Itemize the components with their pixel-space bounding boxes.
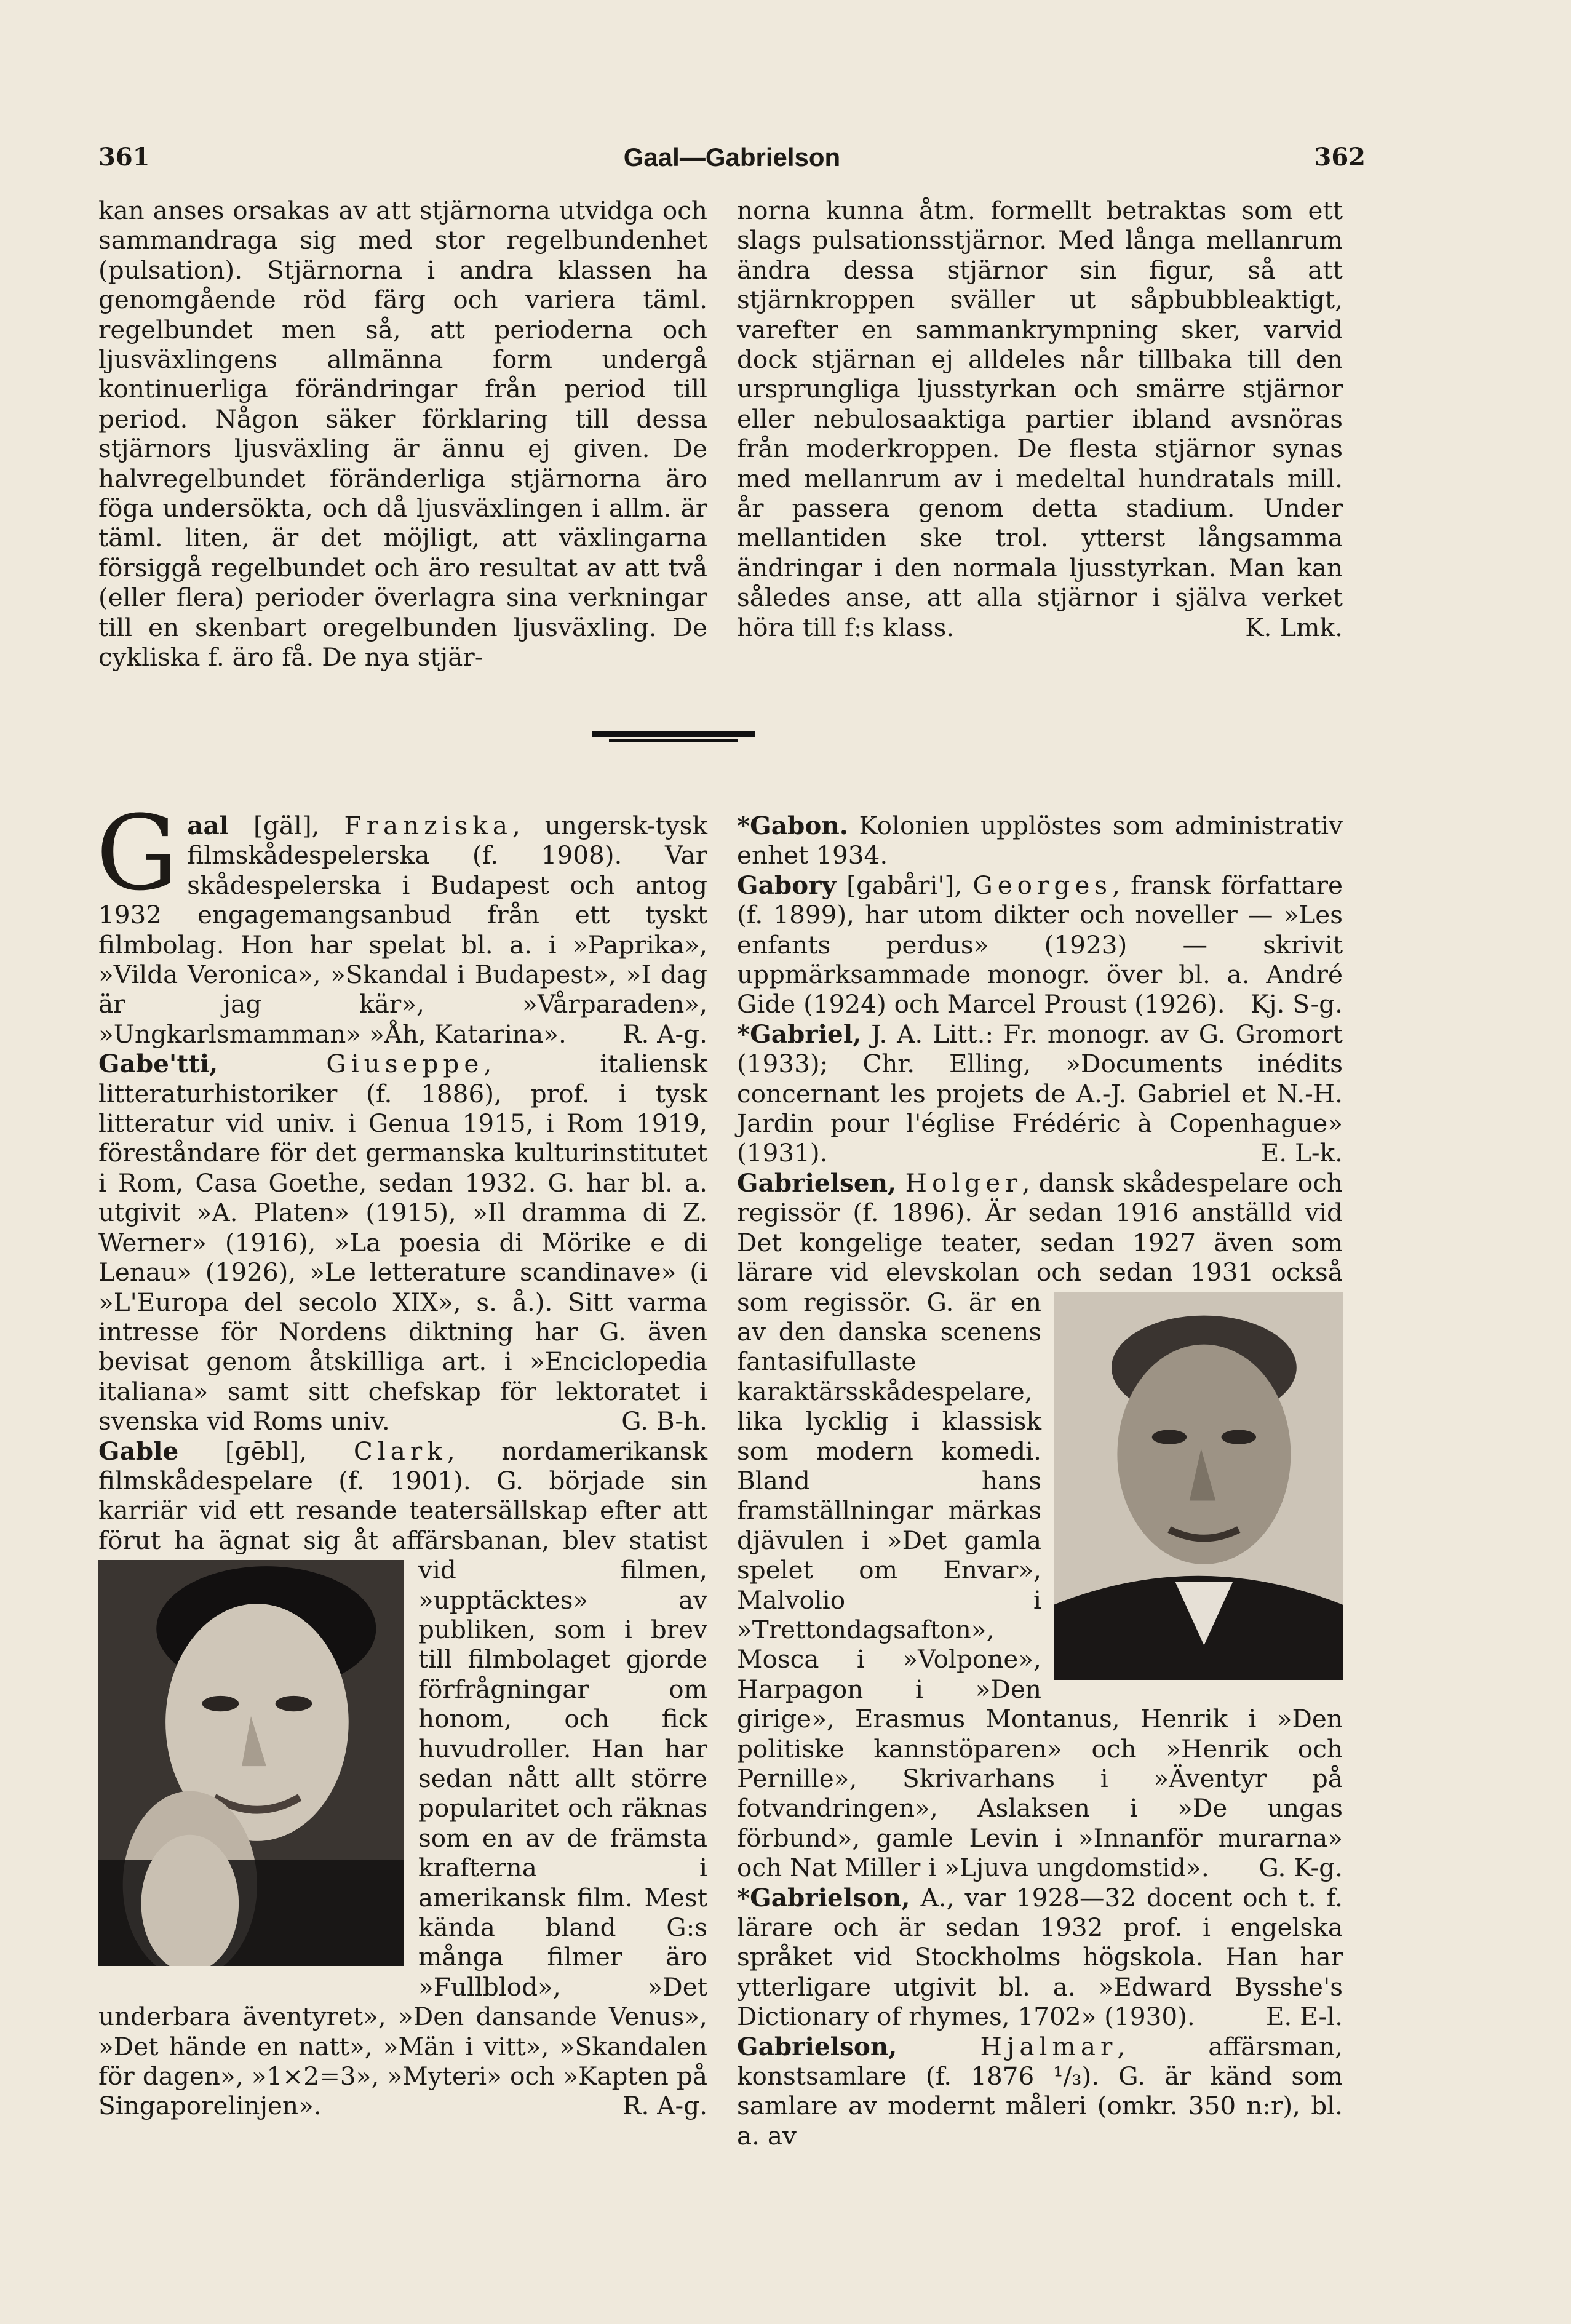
entry-gabrielson-a bbox=[737, 1883, 1343, 2032]
entry-text: , italiensk litteraturhistoriker (f. 1886), prof. i tysk litteratur vid univ. i Genua 1915, i Rom 1919, föreståndare för det germanska kulturinstitutet i Rom, Casa Goethe, sedan 1932. G. har bl. a. utgivit »A. Platen» (1915), »Il dramma di Z. Werner» (1916), »La poesia di Mörike e di Lenau» (1926), »Le letterature scandinave» (i »L'Europa del secolo XIX», s. å.). Sitt varma intresse för Nordens diktning har G. även bevisat genom åtskilliga art. i »Enciclopedia italiana» samt sitt chefskap för lektoratet i svenska vid Roms univ. bbox=[98, 1049, 707, 1436]
entry-text: , fransk författare (f. 1899), har utom dikter och noveller — »Les enfants perdus» (1923) — skrivit uppmärksammade monogr. över bl. a. André Gide (1924) och Marcel Proust (1926). bbox=[737, 870, 1343, 1019]
entry-text: A., var 1928—32 docent och t. f. lärare och är sedan 1932 prof. i engelska språket vid Stockholms högskola. Han har ytterligare utgivit bl. a. »Edward Bysshe's Dictionary of rhymes, 1702» (1930). bbox=[737, 1882, 1343, 2032]
given-name: Hjalmar bbox=[980, 2031, 1118, 2061]
entry-gable bbox=[98, 1436, 707, 2121]
headword: Gable bbox=[98, 1436, 179, 1466]
continued-article-right bbox=[737, 196, 1343, 642]
entry-gabriel bbox=[737, 1019, 1343, 1168]
headword: Gabory bbox=[737, 870, 837, 900]
headword: *Gabriel, bbox=[737, 1019, 862, 1049]
paragraph: norna kunna åtm. formellt betraktas som ett slags pulsationsstjärnor. Med långa mellanrum ändra dessa stjärnor sin figur, så att stjärnkroppen sväller ut såpbubbleaktigt, varefter en sammankrympning sker, varvid dock stjärnan ej alldeles når tillbaka till den ursprungliga ljusstyrkan och smärre stjärnor eller nebulosaaktiga partier ibland avsnöras från moderkroppen. De flesta stjärnor synas med mellanrum av i medeltal hundratals mill. år passera genom detta stadium. Under mellantiden ske trol. ytterst långsamma ändringar i den normala ljusstyrkan. Man kan således anse, att alla stjärnor i själva verket höra till f:s klass. bbox=[737, 196, 1343, 642]
pronunciation: [gäl], bbox=[229, 811, 344, 840]
entry-text: statist vid filmen, »upptäcktes» av publiken, som i brev till filmbolaget gjorde förfrågningar om honom, och fick huvudroller. Han har sedan nått allt större popularitet och räknas som en av de främsta krafterna i amerikansk film. Mest kända bland G:s många filmer äro »Fullblod», »Det underbara äventyret», »Den dansande Venus», »Det hände en natt», »Män i vitt», »Skandalen för dagen», »1×2=3», »Myteri» och »Kapten på Singaporelinjen». bbox=[98, 1525, 707, 2121]
portrait-photo-gable bbox=[98, 1560, 404, 1966]
continued-article-left bbox=[98, 196, 707, 672]
pronunciation: [gabåri'], bbox=[836, 870, 973, 900]
signature: E. L-k. bbox=[1260, 1138, 1343, 1168]
given-name: Giuseppe bbox=[326, 1049, 484, 1079]
running-title: Gaal—Gabrielson bbox=[623, 143, 841, 172]
entry-gabrielsen bbox=[737, 1168, 1343, 1883]
signature: K. Lmk. bbox=[1245, 612, 1343, 642]
page-header bbox=[98, 143, 1366, 186]
entry-gabon bbox=[737, 811, 1343, 870]
headword: aal bbox=[187, 811, 229, 840]
entry-gaal bbox=[96, 793, 708, 1049]
signature: R. A-g. bbox=[622, 1019, 707, 1049]
section-divider-thin bbox=[609, 739, 738, 742]
entry-gabrielson-h bbox=[737, 2032, 1343, 2151]
headword: Gabrielsen, bbox=[737, 1168, 897, 1198]
entry-text: , dansk skådespelare och regissör (f. 1896). Är sedan 1916 anställd vid Det kongelige teater, sedan 1927 även som lärare vid elevskolan och sedan 1931 också som regissör. bbox=[737, 1168, 1343, 1317]
given-name: Georges bbox=[972, 870, 1113, 900]
entry-text: , ungersk-tysk filmskådespelerska (f. 1908). Var skådespelerska i Budapest och antog 1932 engagemangsanbud från ett tyskt filmbolag. Hon har spelat bl. a. i »Paprika», »Vilda Veronica», »Skandal i Budapest», »I dag är jag kär», »Vårparaden», »Ungkarlsmamman» »Åh, Katarina». bbox=[98, 811, 708, 1049]
headword: Gabe'tti, bbox=[98, 1049, 218, 1079]
entry-text: , affärsman, konstsamlare (f. 1876 ¹/₃). G. är känd som samlare av modernt måleri (omkr. 350 n:r), bl. a. av bbox=[737, 2031, 1343, 2151]
entry-gabory bbox=[737, 870, 1343, 1019]
entries-right-column bbox=[737, 811, 1343, 2151]
signature: G. B-h. bbox=[621, 1406, 707, 1436]
signature: E. E-l. bbox=[1265, 2002, 1343, 2032]
pronunciation: [gēbl], bbox=[178, 1436, 354, 1466]
portrait-image bbox=[1054, 1292, 1343, 1680]
signature: Kj. S-g. bbox=[1250, 989, 1343, 1019]
page-number-left: 361 bbox=[98, 143, 150, 172]
section-divider bbox=[592, 731, 755, 737]
portrait-image bbox=[98, 1560, 404, 1966]
given-name: Holger bbox=[905, 1168, 1022, 1198]
article-text: kan anses orsakas av att stjärnorna utvidga och sammandraga sig med stor regelbundenhet (pulsation). Stjärnorna i andra klassen ha genomgående röd färg och variera täml. regelbundet men så, att perioderna och ljusväxlingens allmänna form undergå kontinuerliga förändringar från period till period. Någon säker förklaring till dessa stjärnors ljusväxling är ännu ej given. De halvregelbundet föränderliga stjärnorna äro föga undersökta, och då ljusväxlingen i allm. är täml. liten, är det möjligt, att växlingarna försiggå regelbundet och äro resultat av att två (eller flera) perioder överlagra sina verkningar till en skenbart oregelbunden ljusväxling. De cykliska f. äro få. De nya stjär- bbox=[98, 196, 707, 672]
given-name: Clark bbox=[353, 1436, 447, 1466]
drop-cap: G bbox=[96, 793, 179, 913]
entry-text: J. A. Litt.: Fr. monogr. av G. Gromort (1933); Chr. Elling, »Documents inédits concernant les projets de A.-J. Gabriel et N.-H. Jardin pour l'église Frédéric à Copenhague» (1931). bbox=[737, 1019, 1343, 1168]
signature: G. K-g. bbox=[1259, 1853, 1343, 1883]
given-name: Franziska bbox=[344, 811, 512, 840]
page-number-right: 362 bbox=[1314, 143, 1366, 172]
signature: R. A-g. bbox=[622, 2091, 707, 2121]
headword: *Gabrielson, bbox=[737, 1882, 910, 1912]
entry-text: G. är en av den danska scenens fantasifullaste karaktärsskådespelare, lika lycklig i klassisk som modern komedi. Bland hans framställningar märkas djävulen i »Det gamla spelet om Envar», Malvolio i »Trettondagsafton», Mosca i »Volpone», Harpagon i »Den girige», Erasmus Montanus, Henrik i »Den politiske kannstöparen» och »Henrik och Pernille», Skrivarhans i »Äventyr på fotvandringen», Aslaksen i »De ungas förbund», gamle Levin i »Innanför murarna» och Nat Miller i »Ljuva ungdomstid». bbox=[737, 1287, 1343, 1883]
article-text bbox=[737, 196, 1343, 642]
headword: *Gabon. bbox=[737, 811, 848, 840]
entries-left-column bbox=[96, 793, 708, 2121]
portrait-photo-gabrielsen bbox=[1054, 1292, 1343, 1680]
entry-text: , nordamerikansk filmskådespelare (f. 1901). G. började sin karriär vid ett resande teatersällskap efter att förut ha ägnat sig åt affärsbanan, blev bbox=[98, 1436, 707, 1555]
entry-gabetti bbox=[98, 1049, 707, 1436]
headword: Gabrielson, bbox=[737, 2031, 897, 2061]
entry-text: Kolonien upplöstes som administrativ enhet 1934. bbox=[737, 811, 1343, 870]
